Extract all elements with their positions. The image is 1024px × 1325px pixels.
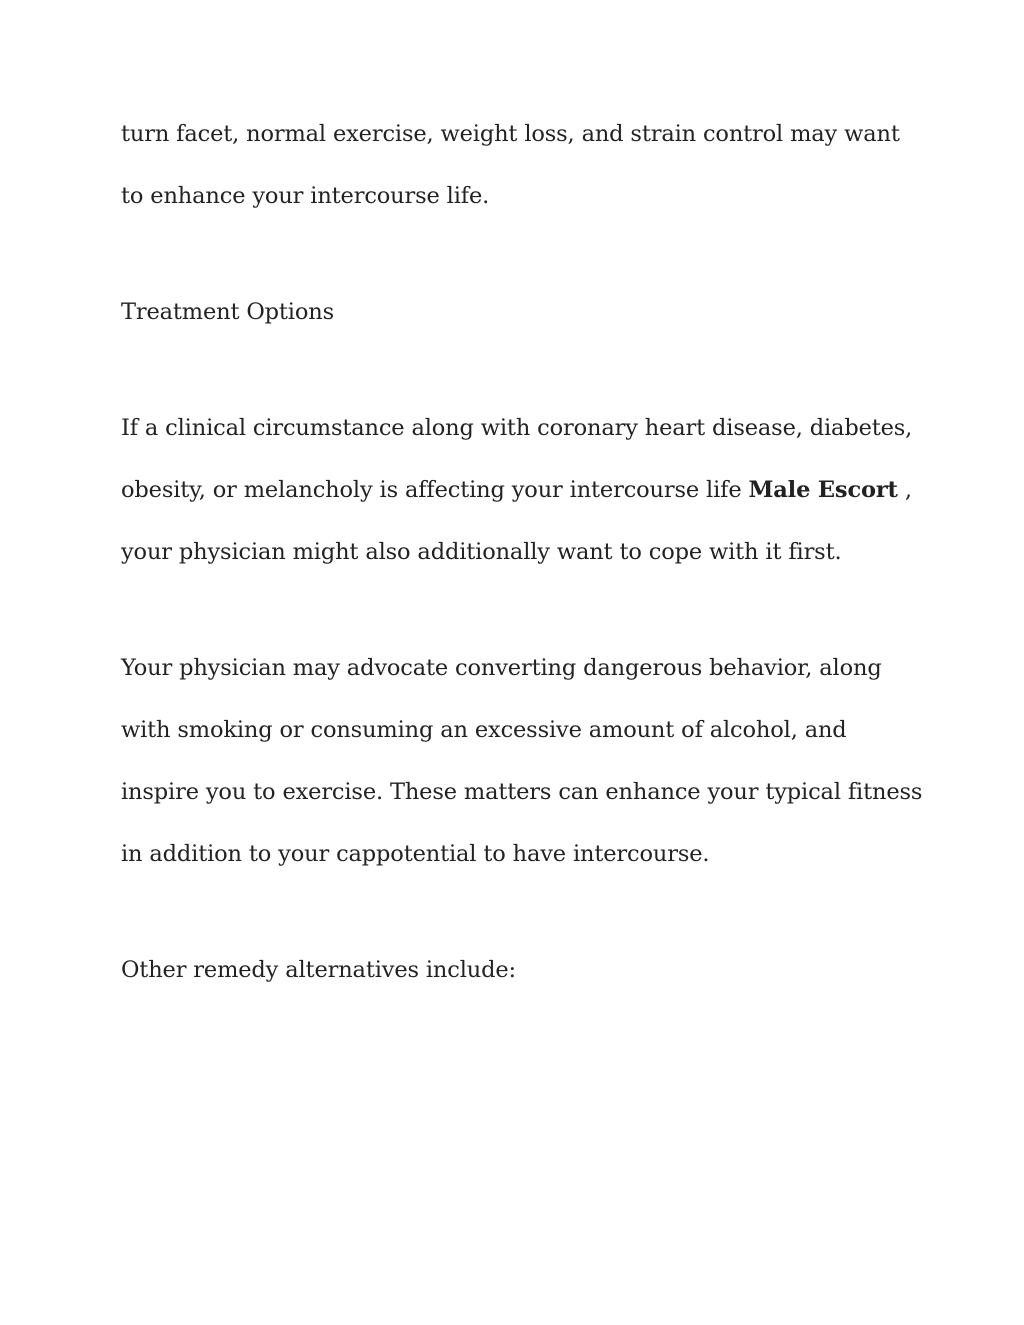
paragraph-2-line-2-punctuation: , xyxy=(897,477,912,503)
paragraph-3-line-2: with smoking or consuming an excessive amount of alcohol, and xyxy=(121,717,847,743)
male-escort-link[interactable]: Male Escort xyxy=(748,477,898,503)
paragraph-1-line-1: turn facet, normal exercise, weight loss, and strain control may want xyxy=(121,121,900,147)
paragraph-3-line-1: Your physician may advocate converting dangerous behavior, along xyxy=(121,655,882,681)
paragraph-3-line-3: inspire you to exercise. These matters can enhance your typical fitness xyxy=(121,779,923,805)
paragraph-4-line-1: Other remedy alternatives include: xyxy=(121,957,516,983)
paragraph-2-line-2-text: obesity, or melancholy is affecting your intercourse life xyxy=(121,477,749,503)
paragraph-2-line-3: your physician might also additionally want to cope with it first. xyxy=(121,539,842,565)
section-heading: Treatment Options xyxy=(121,299,334,325)
paragraph-1-line-2: to enhance your intercourse life. xyxy=(121,183,490,209)
paragraph-3-line-4: in addition to your cappotential to have intercourse. xyxy=(121,841,710,867)
paragraph-2-line-1: If a clinical circumstance along with coronary heart disease, diabetes, xyxy=(121,415,913,441)
paragraph-2-line-2 xyxy=(121,475,912,505)
